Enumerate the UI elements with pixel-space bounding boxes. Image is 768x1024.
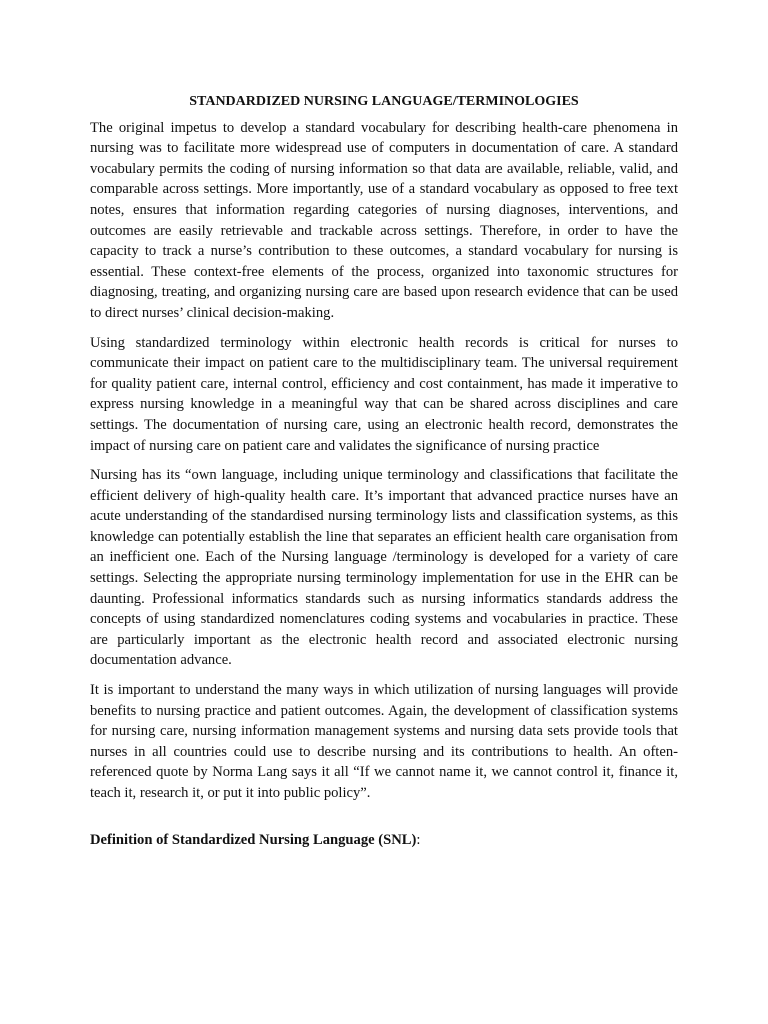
document-page (90, 92, 678, 850)
paragraph-ehr-terminology: Using standardized terminology within electronic health records is critical for nurses to communicate their impact on patient care to the multidisciplinary team. The universal requirement for quality patient care, internal control, efficiency and cost containment, has made it imperative to express nursing knowledge in a meaningful way that can be shared across disciplines and care settings. The documentation of nursing care, using an electronic health record, demonstrates the impact of nursing care on patient care and validates the significance of nursing practice (90, 334, 678, 454)
section-heading-text: Definition of Standardized Nursing Language (SNL) (90, 831, 417, 848)
paragraph-impetus: The original impetus to develop a standard vocabulary for describing health-care phenomena in nursing was to facilitate more widespread use of computers in documentation of care. A standard vocabulary permits the coding of nursing information so that data are available, reliable, valid, and comparable across settings. More importantly, use of a standard vocabulary as opposed to free text notes, ensures that information regarding categories of nursing diagnoses, interventions, and outcomes are easily retrievable and trackable across settings. Therefore, in order to have the capacity to track a nurse’s contribution to these outcomes, a standard vocabulary for nursing is essential. These context-free elements of the process, organized into taxonomic structures for diagnosing, treating, and organizing nursing care are based upon research evidence that can be used to direct nurses’ clinical decision-making. (90, 119, 678, 321)
section-heading-colon: : (416, 831, 421, 848)
paragraph-benefits: It is important to understand the many ways in which utilization of nursing languages will provide benefits to nursing practice and patient outcomes. Again, the development of classification systems for nursing care, nursing information management systems and nursing data sets provide tools that nurses in all countries could use to describe nursing and its contributions to health. An often-referenced quote by Norma Lang says it all “If we cannot name it, we cannot control it, finance it, teach it, research it, or put it into public policy”. (90, 682, 678, 801)
paragraph-own-language: Nursing has its “own language, including unique terminology and classifications that facilitate the efficient delivery of high-quality health care. It’s important that advanced practice nurses have an acute understanding of the standardised nursing terminology lists and classification systems, as this knowledge can potentially establish the line that separates an efficient health care organisation from an inefficient one. Each of the Nursing language /terminology is developed for a variety of care settings. Selecting the appropriate nursing terminology implementation for use in the EHR can be daunting. Professional informatics standards such as nursing informatics standards address the concepts of using standardized nomenclatures coding systems and vocabularies in practice. These are particularly important as the electronic health record and associated electronic nursing documentation advance. (90, 467, 678, 669)
document-title: STANDARDIZED NURSING LANGUAGE/TERMINOLOGIES (189, 94, 579, 109)
section-heading-snl-definition (90, 830, 678, 851)
